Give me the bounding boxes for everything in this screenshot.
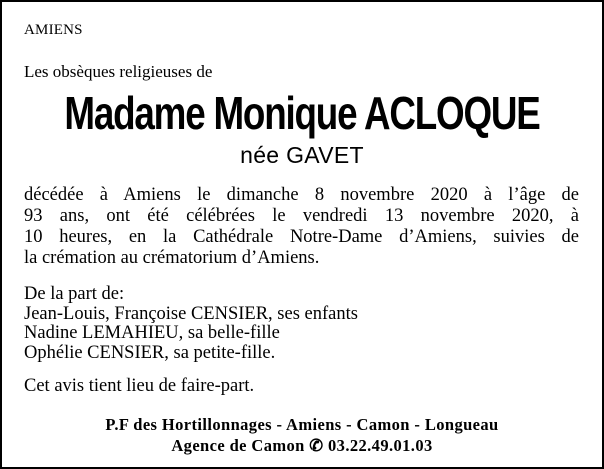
closing-text: Cet avis tient lieu de faire-part. bbox=[24, 376, 255, 396]
family-line: Nadine LEMAHIEU, sa belle-fille bbox=[24, 323, 280, 343]
deceased-name: Madame Monique ACLOQUE bbox=[64, 87, 540, 139]
family-line: De la part de: bbox=[24, 284, 125, 304]
family-line: Ophélie CENSIER, sa petite-fille. bbox=[24, 342, 276, 363]
body-line: la crémation au crématorium d’Amiens. bbox=[24, 248, 320, 268]
family-list bbox=[24, 285, 358, 363]
body-line: décédée à Amiens le dimanche 8 novembre 2020 à l’âge de bbox=[24, 185, 579, 205]
maiden-name: née GAVET bbox=[240, 142, 364, 168]
intro-text: Les obsèques religieuses de bbox=[24, 62, 213, 81]
footer-line: P.F des Hortillonnages - Amiens - Camon - Longueau bbox=[105, 415, 499, 434]
city-heading: AMIENS bbox=[24, 22, 83, 38]
notice-body bbox=[24, 185, 579, 269]
body-line: 10 heures, en la Cathédrale Notre-Dame d’Amiens, suivies de bbox=[24, 227, 579, 247]
funeral-home-footer bbox=[2, 414, 602, 456]
footer-line: Agence de Camon ✆ 03.22.49.01.03 bbox=[171, 436, 433, 455]
family-line: Jean-Louis, Françoise CENSIER, ses enfants bbox=[24, 303, 358, 324]
body-line: 93 ans, ont été célébrées le vendredi 13 novembre 2020, à bbox=[24, 206, 579, 226]
